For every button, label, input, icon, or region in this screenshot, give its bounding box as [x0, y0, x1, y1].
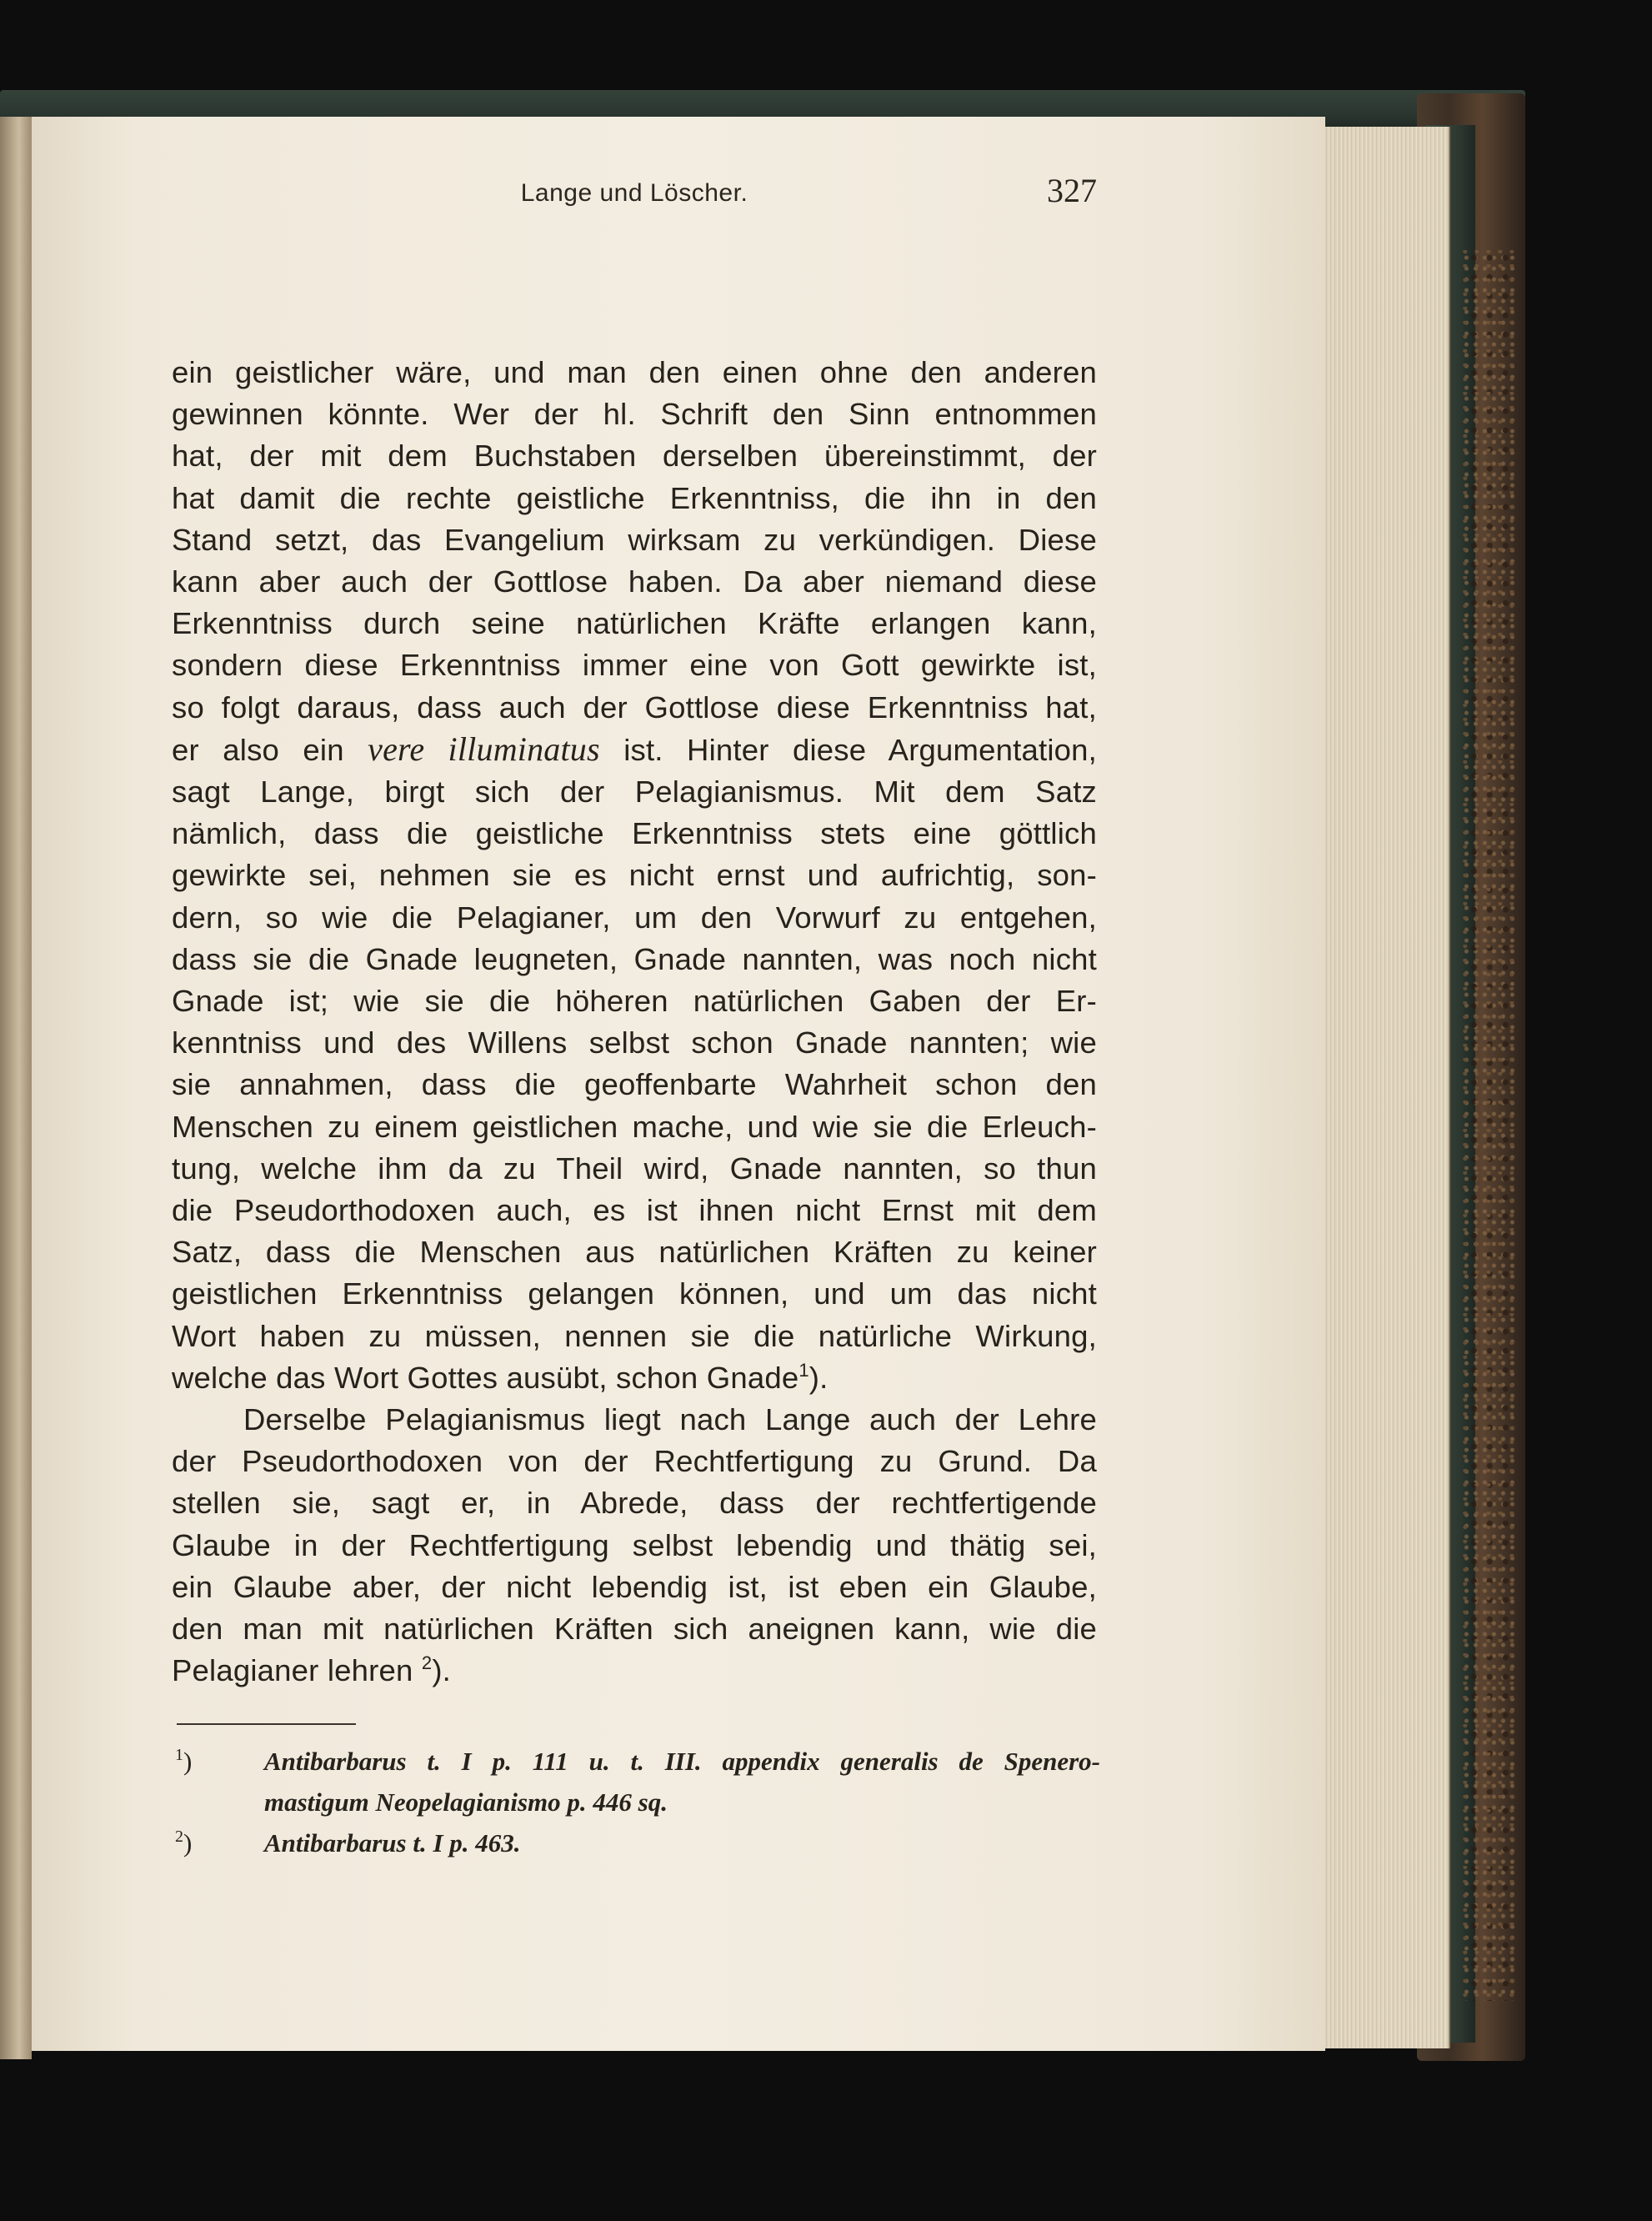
text-line: Glaube in der Rechtfertigung selbst lebendig und thätig sei, [172, 1527, 1097, 1562]
text-line: so folgt daraus, dass auch der Gottlose diese Erkenntniss hat, [172, 689, 1097, 724]
text-line: kenntniss und des Willens selbst schon Gnade nannten; wie [172, 1025, 1097, 1060]
text-line: sagt Lange, birgt sich der Pelagianismus. Mit dem Satz [172, 775, 1097, 810]
text-line: den man mit natürlichen Kräften sich aneignen kann, wie die [172, 1612, 1097, 1647]
italic-phrase: vere illuminatus [368, 729, 600, 768]
text-fragment: ). [808, 1360, 829, 1395]
text-line: dass sie die Gnade leugneten, Gnade nannten, was noch nicht [172, 941, 1097, 976]
text-line: gewinnen könnte. Wer der hl. Schrift den Sinn entnommen [172, 397, 1097, 432]
body-text [172, 352, 1097, 1692]
text-line: der Pseudorthodoxen von der Rechtfertigung zu Grund. Da [172, 1444, 1097, 1479]
text-line [172, 1650, 1097, 1692]
text-line: Wort haben zu müssen, nennen sie die natürliche Wirkung, [172, 1318, 1097, 1353]
page-header [172, 171, 1097, 221]
text-line: geistlichen Erkenntniss gelangen können, und um das nicht [172, 1276, 1097, 1311]
text-line: Gnade ist; wie sie die höheren natürlichen Gaben der Er- [172, 984, 1097, 1019]
footnote-rule [177, 1723, 356, 1725]
page-number: 327 [1047, 172, 1097, 209]
text-line [172, 729, 1097, 771]
footnote-ref: 2 [421, 1652, 433, 1674]
text-fragment: er also ein [172, 732, 344, 767]
text-line: dern, so wie die Pelagianer, um den Vorwurf zu entgehen, [172, 900, 1097, 935]
footnote-line: Antibarbarus t. I p. 463. [264, 1828, 521, 1858]
text-line: stellen sie, sagt er, in Abrede, dass der rechtfertigende [172, 1486, 1097, 1521]
text-fragment: welche das Wort Gottes ausübt, schon Gnade [172, 1360, 799, 1395]
footnote-mark: $^2$) [175, 1827, 193, 1858]
left-page-sliver [0, 117, 32, 2059]
text-line: hat, der mit dem Buchstaben derselben übereinstimmt, der [172, 439, 1097, 474]
footnote-line: mastigum Neopelagianismo p. 446 sq. [264, 1787, 668, 1817]
text-line: gewirkte sei, nehmen sie es nicht ernst und aufrichtig, son- [172, 858, 1097, 893]
text-line: kann aber auch der Gottlose haben. Da aber niemand diese [172, 564, 1097, 599]
footnote-line: Antibarbarus t. I p. 111 u. t. III. appendix generalis de Spenero- [264, 1747, 1100, 1776]
text-line [172, 1357, 1097, 1399]
text-line: nämlich, dass die geistliche Erkenntniss stets eine göttlich [172, 816, 1097, 851]
text-line: ein geistlicher wäre, und man den einen ohne den anderen [172, 355, 1097, 389]
footnote [175, 1822, 1100, 1863]
text-fragment: Pelagianer lehren [172, 1653, 413, 1688]
text-line: ein Glaube aber, der nicht lebendig ist, ist eben ein Glaube, [172, 1569, 1097, 1604]
text-line: Erkenntniss durch seine natürlichen Kräfte erlangen kann, [172, 606, 1097, 641]
running-head: Lange und Löscher. [520, 179, 748, 207]
text-line: Satz, dass die Menschen aus natürlichen Kräften zu keiner [172, 1235, 1097, 1270]
footnote-ref: 1 [798, 1359, 809, 1381]
marbled-board [1463, 250, 1517, 2001]
footnote-mark: $^1$) [175, 1746, 193, 1776]
text-fragment: ). [432, 1653, 452, 1688]
page-edges [1324, 127, 1450, 2048]
footnote [175, 1741, 1100, 1822]
text-line: tung, welche ihm da zu Theil wird, Gnade nannten, so thun [172, 1151, 1097, 1186]
text-line: sondern diese Erkenntniss immer eine von Gott gewirkte ist, [172, 648, 1097, 683]
text-line: Derselbe Pelagianismus liegt nach Lange auch der Lehre [243, 1402, 1097, 1437]
text-line: hat damit die rechte geistliche Erkenntniss, die ihn in den [172, 480, 1097, 515]
text-fragment: ist. Hinter diese Argumentation, [623, 732, 1097, 767]
text-line: sie annahmen, dass die geoffenbarte Wahrheit schon den [172, 1067, 1097, 1102]
text-line: Stand setzt, das Evangelium wirksam zu verkündigen. Diese [172, 522, 1097, 557]
footnotes [175, 1741, 1100, 1863]
text-line: die Pseudorthodoxen auch, es ist ihnen nicht Ernst mit dem [172, 1193, 1097, 1228]
text-line: Menschen zu einem geistlichen mache, und wie sie die Erleuch- [172, 1109, 1097, 1144]
